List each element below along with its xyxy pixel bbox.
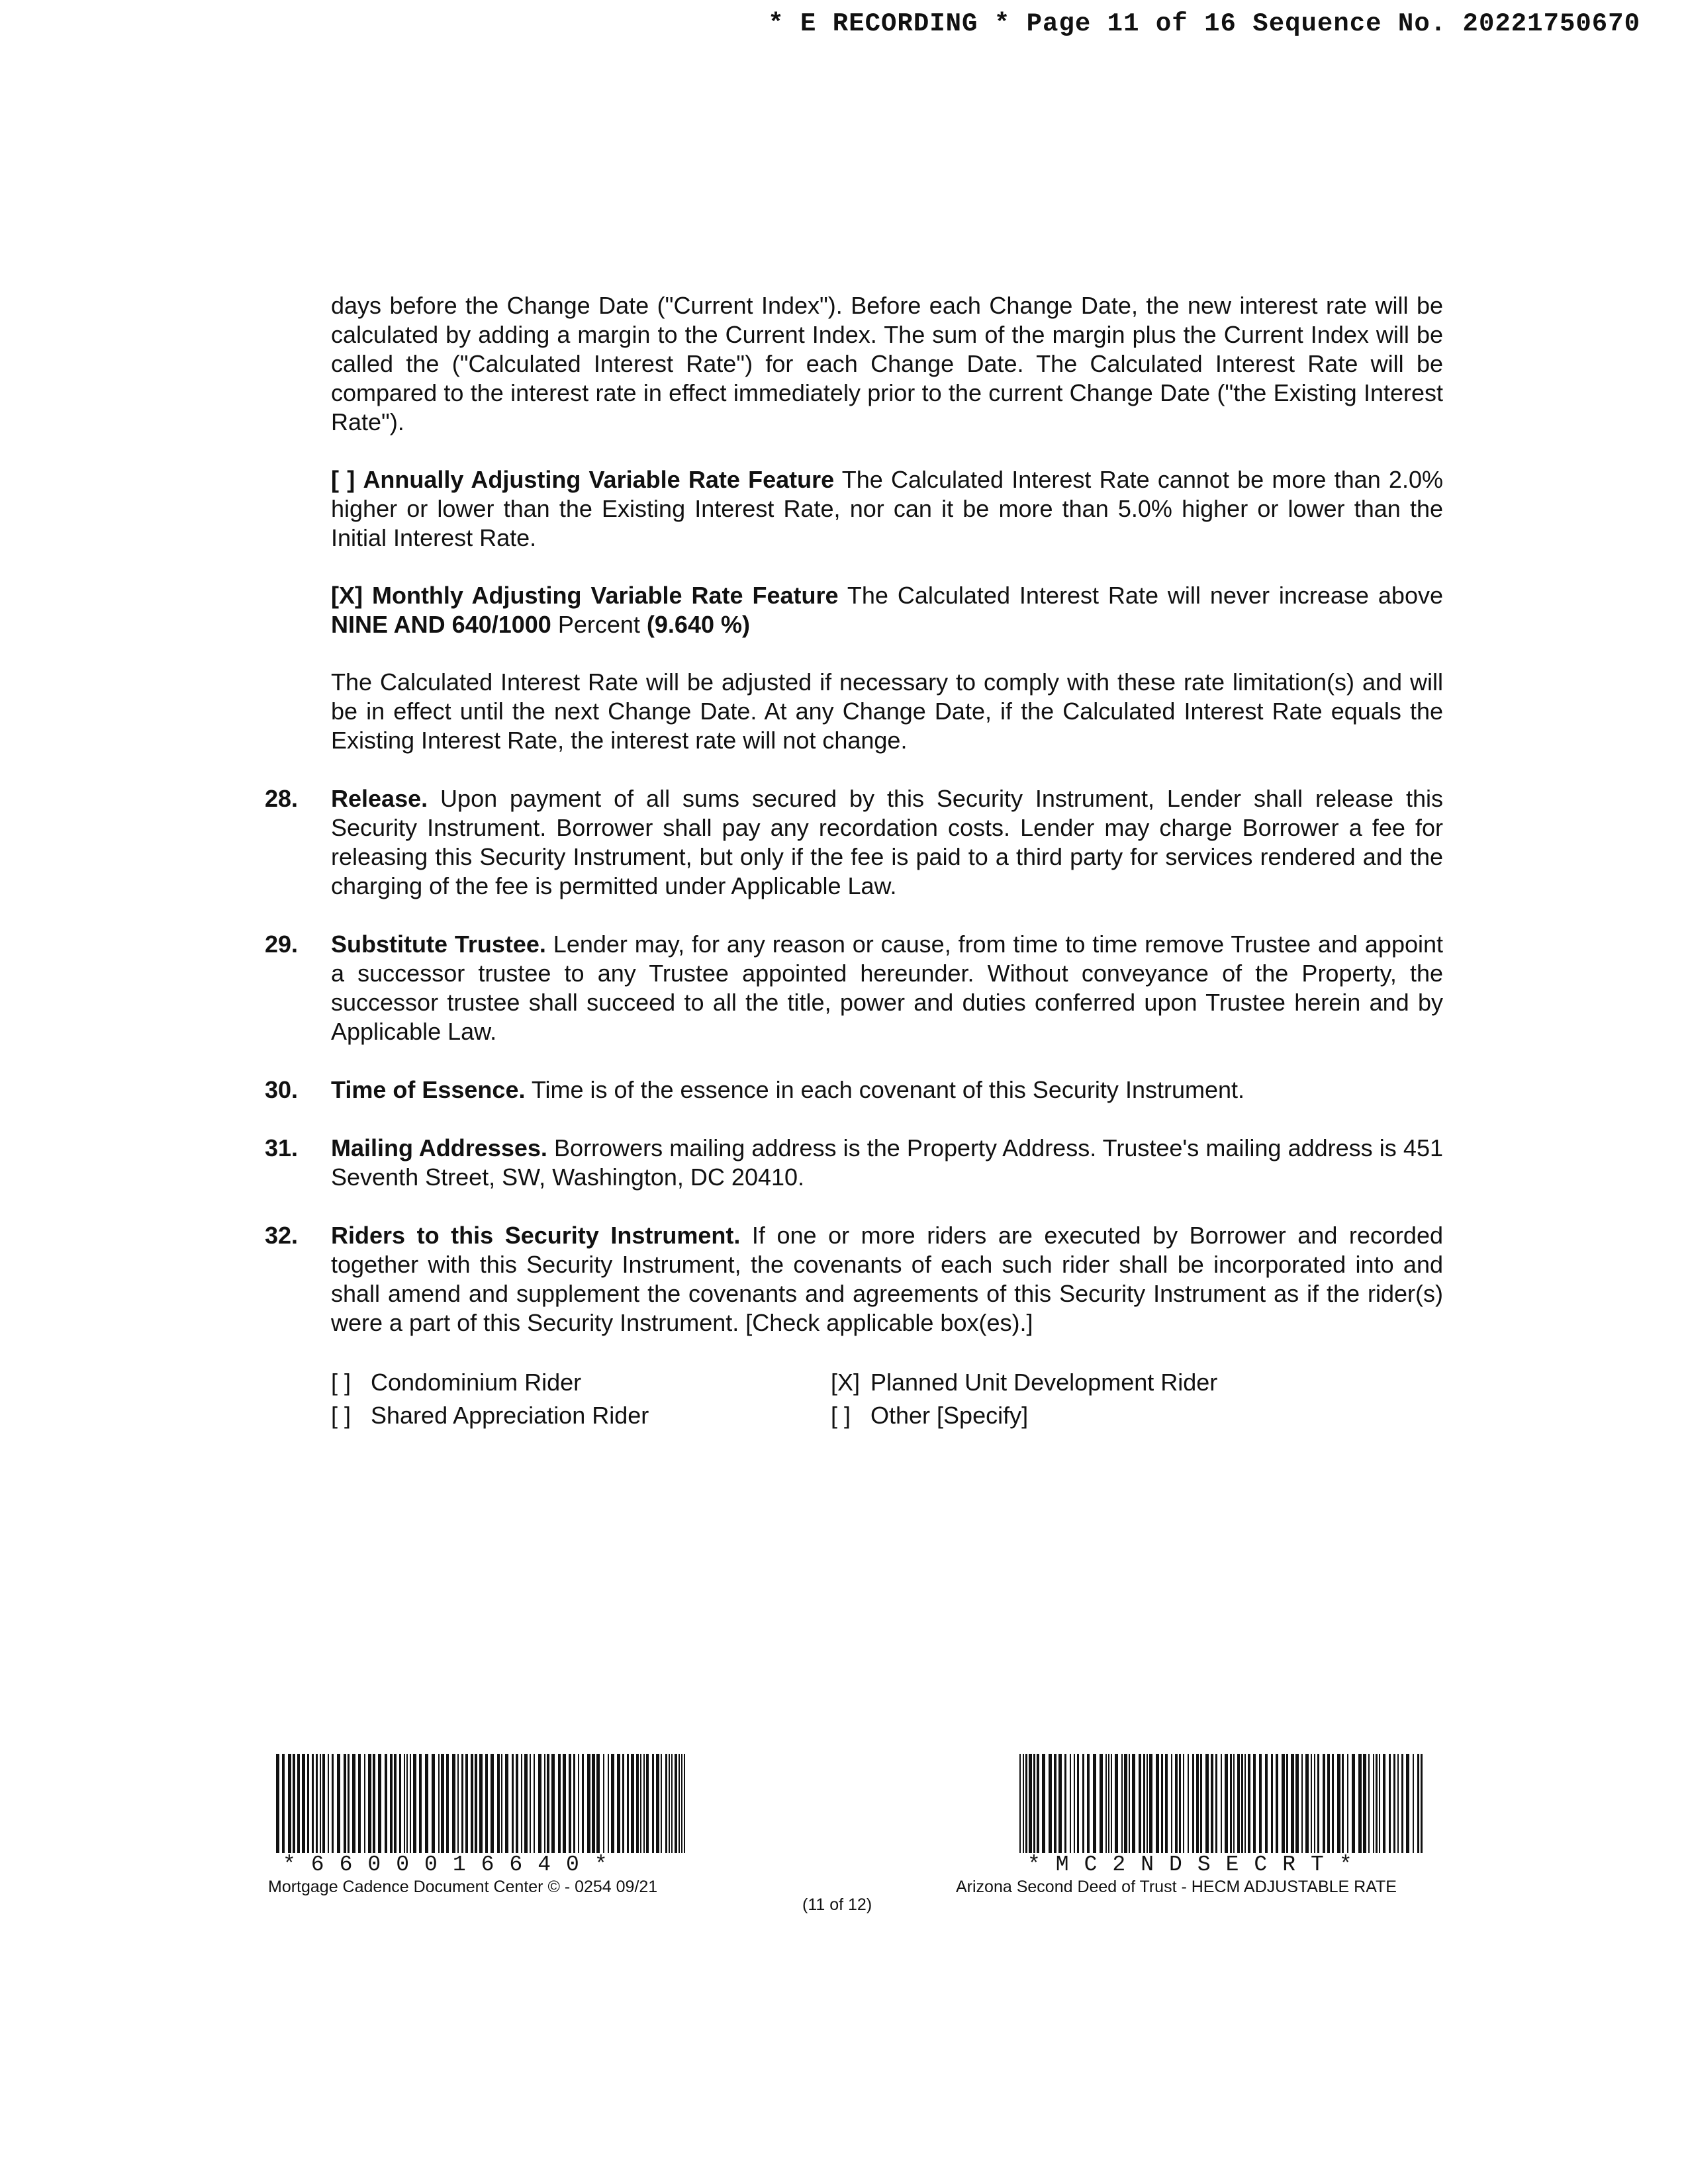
section-text xyxy=(331,1075,1443,1105)
right-barcode-block xyxy=(956,1754,1423,1897)
rate-words: NINE AND 640/1000 xyxy=(331,611,551,638)
section-32 xyxy=(265,1221,1443,1338)
section-text xyxy=(331,930,1443,1046)
right-barcode-text: *MC2NDSECRT* xyxy=(1027,1852,1368,1877)
section-title: Release. xyxy=(331,785,428,812)
annual-feature-title: Annually Adjusting Variable Rate Feature xyxy=(363,466,835,493)
monthly-checkbox: [X] xyxy=(331,582,363,609)
annual-adjusting-paragraph xyxy=(331,465,1443,553)
annual-feature-text: The Calculated Interest Rate cannot be more than 2.0% higher or lower than the Existing Interest Rate, nor can it be more than 5.0% higher or lower than the Initial Interest Rate. xyxy=(331,466,1443,551)
barcode-icon xyxy=(1019,1754,1423,1853)
rider-checkbox: [ ] xyxy=(831,1402,851,1429)
section-29 xyxy=(265,930,1444,1046)
section-title: Riders to this Security Instrument. xyxy=(331,1222,741,1249)
rider-planned-unit-development xyxy=(831,1368,1217,1397)
section-31 xyxy=(265,1134,1443,1192)
document-body xyxy=(265,291,1444,1441)
rate-adjust-paragraph: The Calculated Interest Rate will be adjusted if necessary to comply with these rate limitation(s) and will be in effect until the next Change Date. At any Change Date, if the Calculated Interest Rate equals the Existing Interest Rate, the interest rate will not change. xyxy=(331,668,1443,754)
annual-checkbox: [ ] xyxy=(331,466,355,493)
rider-other xyxy=(831,1401,1028,1430)
section-number: 31. xyxy=(265,1134,299,1161)
rider-checklist xyxy=(331,1368,1443,1441)
section-text xyxy=(331,1134,1443,1192)
section-text xyxy=(331,784,1443,901)
rider-label: Shared Appreciation Rider xyxy=(371,1402,649,1429)
monthly-feature-title: Monthly Adjusting Variable Rate Feature xyxy=(371,582,839,609)
left-barcode-block xyxy=(268,1754,686,1897)
section-title: Time of Essence. xyxy=(331,1076,526,1103)
section-number: 30. xyxy=(265,1076,299,1103)
section-body: Time is of the essence in each covenant of this Security Instrument. xyxy=(525,1076,1245,1103)
recording-header: * E RECORDING * Page 11 of 16 Sequence No. 20221750670 xyxy=(768,9,1640,38)
rider-shared-appreciation xyxy=(331,1401,649,1430)
rider-checkbox: [ ] xyxy=(331,1402,352,1429)
left-footer-caption: Mortgage Cadence Document Center © - 0254 09/21 xyxy=(268,1878,658,1896)
rate-percent: (9.640 %) xyxy=(646,611,750,638)
monthly-feature-text: The Calculated Interest Rate will never increase above xyxy=(838,582,1443,609)
section-28 xyxy=(265,784,1443,901)
section-title: Substitute Trustee. xyxy=(331,931,546,958)
section-number: 28. xyxy=(265,785,299,812)
rider-label: Planned Unit Development Rider xyxy=(870,1369,1218,1396)
section-body: Lender may, for any reason or cause, from time to time remove Trustee and appoint a successor trustee to any Trustee appointed hereunder. Without conveyance of the Property, the successor trustee shall succeed to all the title, power and duties conferred upon Trustee herein and by Applicable Law. xyxy=(331,931,1444,1045)
rate-percent-label: Percent xyxy=(551,611,647,638)
rider-condominium xyxy=(331,1368,581,1397)
section-number: 32. xyxy=(265,1222,299,1249)
section-title: Mailing Addresses. xyxy=(331,1134,547,1161)
section-body: If one or more riders are executed by Borrower and recorded together with this Security Instrument, the covenants of each such rider shall be incorporated into and shall amend and supplement the covenants and agreements of this Security Instrument as if the rider(s) were a part of this Security Instrument. [Check applicable box(es).] xyxy=(331,1222,1443,1336)
rider-label: Other [Specify] xyxy=(870,1402,1029,1429)
rider-checkbox: [ ] xyxy=(331,1369,352,1396)
section-text xyxy=(331,1221,1443,1338)
rider-checkbox: [X] xyxy=(831,1369,861,1396)
right-footer-caption: Arizona Second Deed of Trust - HECM ADJUSTABLE RATE xyxy=(956,1878,1397,1896)
rider-label: Condominium Rider xyxy=(371,1369,582,1396)
section-number: 29. xyxy=(265,931,299,958)
section-body: Borrowers mailing address is the Property Address. Trustee's mailing address is 451 Seventh Street, SW, Washington, DC 20410. xyxy=(331,1134,1443,1191)
left-barcode-text: *6600016640* xyxy=(283,1852,623,1877)
section-30 xyxy=(265,1075,1443,1105)
barcode-icon xyxy=(276,1754,686,1853)
section-body: Upon payment of all sums secured by this Security Instrument, Lender shall release this Security Instrument. Borrower shall pay any recordation costs. Lender may charge Borrower a fee for releasing this Security Instrument, but only if the fee is paid to a third party for services rendered and the charging of the fee is permitted under Applicable Law. xyxy=(331,785,1443,899)
intro-paragraph: days before the Change Date ("Current Index"). Before each Change Date, the new interest rate will be calculated by adding a margin to the Current Index. The sum of the margin plus the Current Index will be called the ("Calculated Interest Rate") for each Change Date. The Calculated Interest Rate will be compared to the interest rate in effect immediately prior to the current Change Date ("the Existing Interest Rate"). xyxy=(331,292,1443,435)
page-count: (11 of 12) xyxy=(802,1895,872,1914)
monthly-adjusting-paragraph xyxy=(331,581,1443,639)
